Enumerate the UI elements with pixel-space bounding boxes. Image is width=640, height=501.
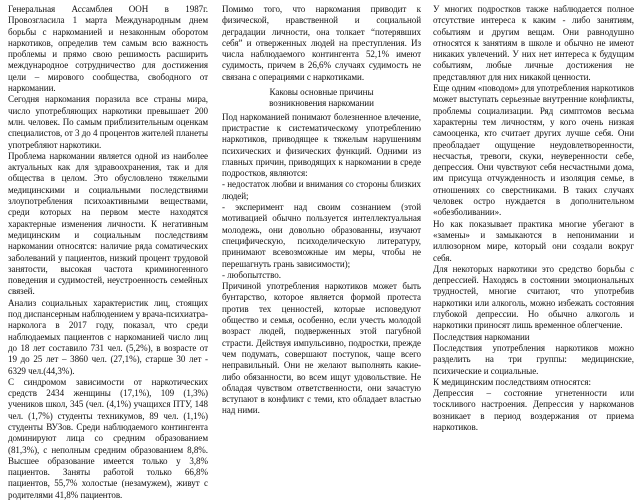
paragraph-social-analysis: Анализ социальных характеристик лиц, стоящих под диспансерным наблюдением у врача-психиатра-нарколога в 2017 году, показал, что среди наблюдаемых пациентов с наркоманией число лиц до 18 лет составило 731 чел. (5,2%), в возрасте от 19 до 25 лет – 3860 чел. (27,1%), старше 30 лет - 6329 чел.(44,3%). [8, 297, 208, 376]
paragraph-un-assembly: Генеральная Ассамблея ООН в 1987г. Провозгласила 1 марта Международным днем борьбы с наркоманией и незаконным оборотом наркотиков, определив тем самым всю важность проблемы и прямо свою решимость расширить международное сотрудничество для достижения цели – мирового сообщества, свободного от наркомании. [8, 4, 208, 94]
list-item-experiment: - эксперимент над своим сознанием (этой мотивацией обычно пользуется интеллектуальная молодежь, они довольно образованны, изучают специфическую, психоделическую литературу, принимают всевозможные им меры, чтобы не перешагнуть грань зависимости); [222, 202, 421, 269]
heading-line-1: Каковы основные причины [269, 87, 374, 98]
list-item-curiosity: - любопытство. [222, 269, 281, 280]
text-column-1 [8, 4, 208, 501]
paragraph-degradation: Помимо того, что наркомания приводит к физической, нравственной и социальной деградации личности, она толкает “потерявших себя” и отверженных людей на преступления. Из числа наблюдаемого контингента 52,1% имеют судимость, причем в 26,6% случаях судимость не связана с операциями с наркотиками. [222, 4, 421, 82]
paragraph-inner-conflicts: Еще одним «поводом» для употребления наркотиков может выступать серьезные внутренние конфликты, проблемы социализации. Ряд симптомов весьма характерны тем личностям, у кого очень низкая самооценка, кто считает других лучше себя. Они преобладает ощущение неудовлетворенности, несчастья, тревоги, скуки, неуверенности себе, депрессия. Они чувствуют себя несчастными дома, им присуща отчужденность и изоляция семье, в отношениях со сверстниками. В таких случаях человек остро нуждается в дополнительном «обезболивании». [433, 83, 634, 218]
heading-line-2: возникновения наркомании [269, 98, 374, 109]
list-item-lack-of-love: - недостаток любви и внимания со стороны близких людей; [222, 179, 421, 201]
paragraph-world-scale: Сегодня наркомания поразила все страны мира, число употребляющих наркотики превышает 200 млн. человек. По самым приблизительным оценкам специалистов, от 3 до 4 процентов жителей планеты употребляют наркотики. [8, 94, 208, 150]
text-column-3 [433, 4, 634, 433]
text-column-2 [222, 4, 421, 417]
paragraph-statistics: С синдромом зависимости от наркотических средств 2434 женщины (17,1%), 109 (1,3%) учеников школ, 345 (чел. (4,1%) учащихся ПТУ, 148 чел. (1,7%) студенты техникумов, 89 чел. (1,1%) студенты ВУЗов. Среди наблюдаемого контингента доминируют лица со средним образованием (81,3%), с неполным средним образованием 8,8%. Высшее образование имеется только у 3,8% пациентов. Заняты работой только 66,8% пациентов, 55,7% холостые (незамужем), живут с родителями 41,8% пациентов. [8, 376, 208, 500]
section-heading-causes [222, 87, 421, 110]
paragraph-escape: Но как показывает практика многие убегают в «замены» и замыкаются в непонимании и иллюзорном мире, который они создали вокруг себя. [433, 218, 634, 263]
section-title-consequences: Последствия наркомании [433, 331, 530, 342]
paragraph-definition: Под наркоманией понимают болезненное влечение, пристрастие к систематическому употреблению наркотиков, приводящее к тяжелым нарушениям психических и физических функций. Одними из главных причин, приводящих к наркомании в среде подростков, являются: [222, 111, 421, 179]
paragraph-medical-intro: К медицинским последствиям относятся: [433, 376, 592, 387]
paragraph-depression-definition: Депрессия – состояние угнетенности или тоскливого настроения. Депрессия у наркоманов возникает в период воздержания от приема наркотиков. [433, 388, 634, 432]
paragraph-lack-of-interest: У многих подростков также наблюдается полное отсутствие интереса к каким - либо занятиям, событиям и другим вещам. Они равнодушно относятся к занятиям в школе и обычно не имеют никаких увлечений. У них нет интереса к будущим событиям, любые личные достижения не представляют для них никакой ценности. [433, 4, 634, 82]
paragraph-three-groups: Последствия употребления наркотиков можно разделить на три группы: медицинские, психические и социальные. [433, 342, 634, 376]
paragraph-problem-relevance: Проблема наркомании является одной из наиболее актуальных как для здравоохранения, так и для общества в целом. Это обусловлено тяжелыми медицинскими и социальными последствиями злоупотребления психоактивными веществами, среди которых на первом месте находятся характерные изменения личности. К негативным медицинским и социальным последствиям наркомании относятся: наличие ряда соматических заболеваний у пациентов, низкий процент трудовой занятости, высокая частота криминогенного поведения и судимостей, неустроенность семейных связей. [8, 150, 208, 297]
paragraph-depression-coping: Для некоторых наркотики это средство борьбы с депрессией. Находясь в состоянии эмоциональных трудностей, многие считают, что употребив наркотики или алкоголь, можно избежать состояния глубокой депрессии. Но обычно алкоголь и наркотики приносят лишь временное облегчение. [433, 263, 634, 331]
paragraph-rebellion: Причиной употребления наркотиков может быть бунтарство, которое является формой протеста против тех ценностей, которые исповедуют общество и семья, особенно, если учесть молодой возраст людей, подверженных этой пагубной страсти. Действуя импульсивно, подростки, прежде чем подумать, совершают поступок, чаще всего неправильный. Они не желают выполнять какие-либо обязанности, во всем ищут удовольствие. Не обладая чувством ответственности, они зачастую вступают в конфликт с теми, кто обладает властью над ними. [222, 281, 421, 416]
